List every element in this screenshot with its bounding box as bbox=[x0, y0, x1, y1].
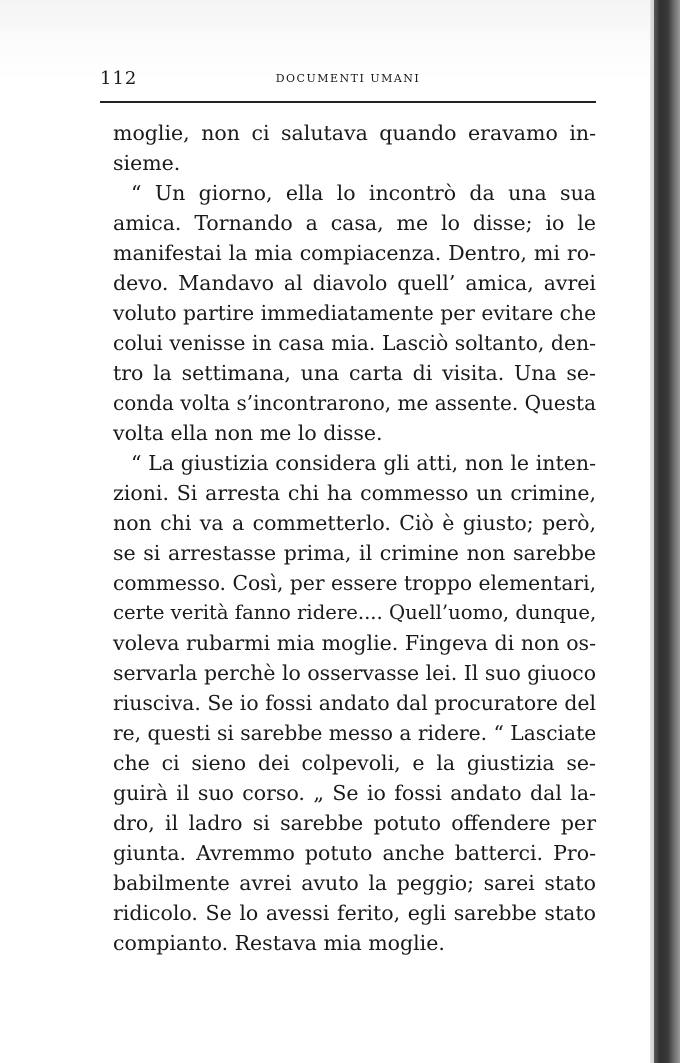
text-line: babilmente avrei avuto la peggio; sarei stato bbox=[113, 871, 596, 895]
text-line: voluto partire immediatamente per evitare che bbox=[113, 301, 597, 325]
text-line: devo. Mandavo al diavolo quell’ amica, avrei bbox=[113, 271, 596, 295]
running-title: DOCUMENTI UMANI bbox=[275, 72, 421, 85]
text-line: conda volta s’incontrarono, me assente. Questa bbox=[113, 391, 597, 415]
text-line: volta ella non me lo disse. bbox=[113, 421, 383, 445]
page-header bbox=[100, 68, 596, 92]
body-text bbox=[113, 118, 596, 958]
text-line: commesso. Così, per essere troppo elementari, bbox=[113, 571, 596, 595]
text-line: sieme. bbox=[113, 151, 181, 175]
text-line: dro, il ladro si sarebbe potuto offendere per bbox=[113, 811, 596, 835]
text-line: compianto. Restava mia moglie. bbox=[113, 931, 445, 955]
text-line: non chi va a commetterlo. Ciò è giusto; però, bbox=[113, 511, 596, 535]
text-line: giunta. Avremmo potuto anche batterci. Pro- bbox=[113, 841, 596, 865]
text-line: che ci sieno dei colpevoli, e la giustizia se- bbox=[113, 751, 596, 775]
text-line: amica. Tornando a casa, me lo disse; io le bbox=[113, 211, 596, 235]
header-rule bbox=[100, 101, 596, 103]
text-line: se si arrestasse prima, il crimine non sarebbe bbox=[113, 541, 596, 565]
text-line: “ La giustizia considera gli atti, non le inten- bbox=[131, 451, 596, 475]
text-line: voleva rubarmi mia moglie. Fingeva di non os- bbox=[113, 631, 596, 655]
text-line: riusciva. Se io fossi andato dal procuratore del bbox=[113, 691, 596, 715]
book-spine-shadow bbox=[654, 0, 680, 1063]
text-line: colui venisse in casa mia. Lasciò soltanto, den- bbox=[113, 331, 596, 355]
text-line: “ Un giorno, ella lo incontrò da una sua bbox=[131, 181, 596, 205]
page-number: 112 bbox=[100, 68, 138, 89]
text-line: zioni. Si arresta chi ha commesso un crimine, bbox=[113, 481, 596, 505]
text-line: moglie, non ci salutava quando eravamo in- bbox=[113, 121, 596, 145]
text-line: guirà il suo corso. „ Se io fossi andato dal la- bbox=[113, 781, 596, 805]
text-line: certe verità fanno ridere.... Quell’uomo, dunque, bbox=[113, 601, 597, 624]
text-line: ridicolo. Se lo avessi ferito, egli sarebbe stato bbox=[113, 901, 596, 925]
text-line: manifestai la mia compiacenza. Dentro, mi ro- bbox=[113, 241, 596, 265]
text-line: re, questi si sarebbe messo a ridere. “ Lasciate bbox=[113, 721, 597, 745]
text-line: tro la settimana, una carta di visita. Una se- bbox=[113, 361, 596, 385]
text-line: servarla perchè lo osservasse lei. Il suo giuoco bbox=[113, 661, 596, 685]
